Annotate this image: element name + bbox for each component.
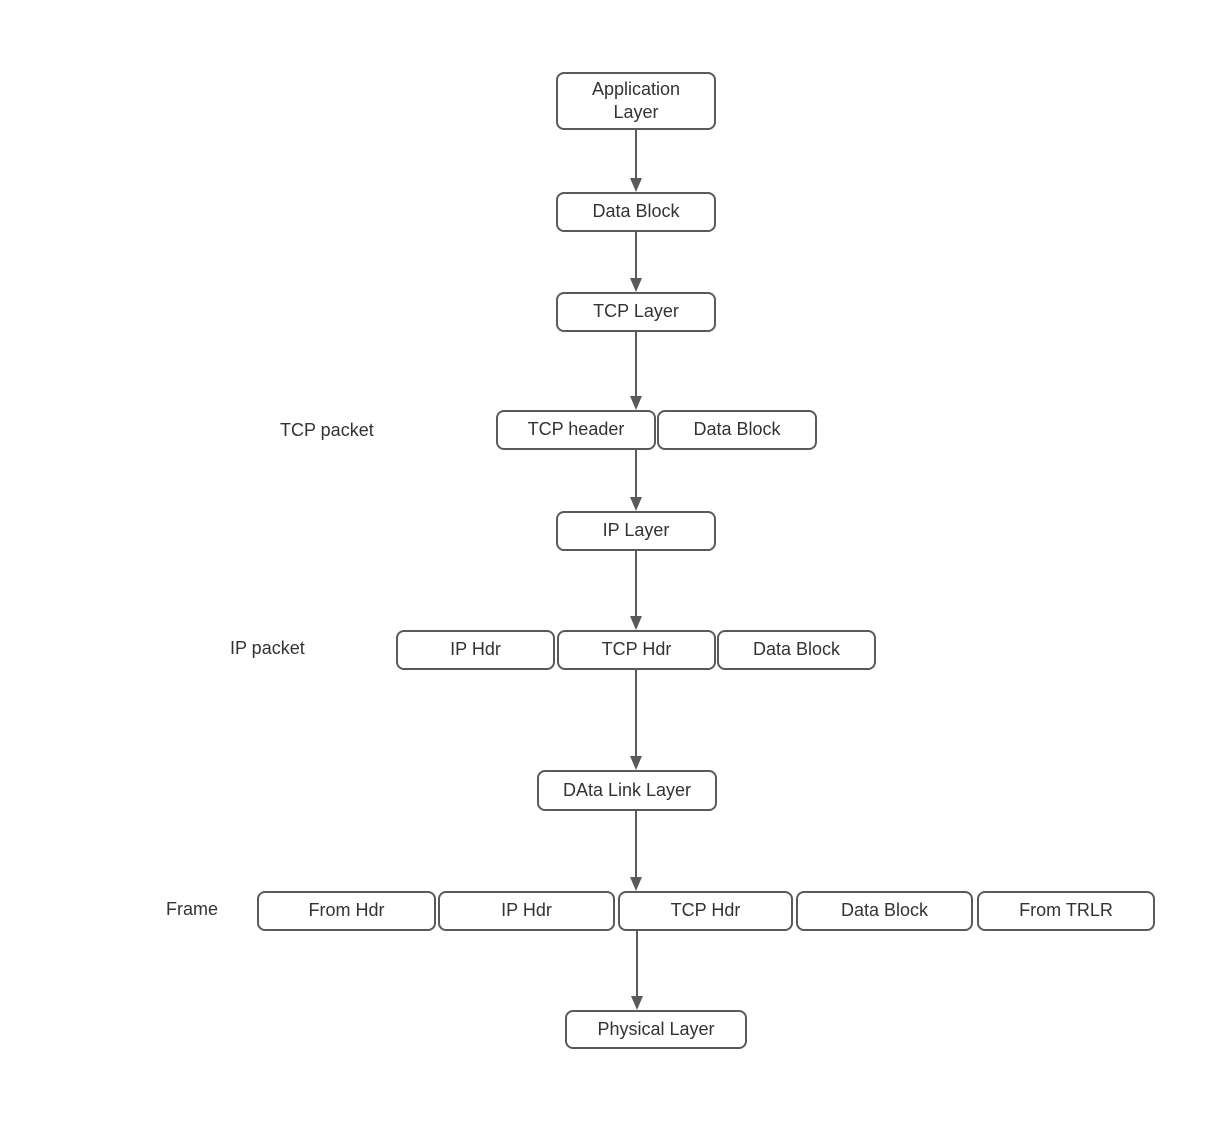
arrow-iplayer-to-ippacket-icon	[630, 551, 642, 630]
node-ip-packet-ip-hdr-label: IP Hdr	[450, 639, 501, 660]
node-data-block-top-label: Data Block	[592, 201, 680, 222]
node-frame-from-trlr	[977, 891, 1155, 931]
arrow-tcplayer-to-tcppacket-icon	[630, 332, 642, 410]
node-application-layer-label: Application Layer	[591, 78, 681, 122]
node-frame-from-hdr-label: From Hdr	[308, 900, 385, 921]
node-tcp-layer	[556, 292, 716, 332]
node-ip-layer-label: IP Layer	[602, 520, 670, 541]
node-data-link-layer-label: DAta Link Layer	[562, 779, 692, 800]
node-physical-layer	[565, 1010, 747, 1049]
node-data-link-layer	[537, 770, 717, 811]
node-ip-layer	[556, 511, 716, 551]
node-application-layer	[556, 72, 716, 130]
node-physical-layer-label: Physical Layer	[597, 1018, 715, 1039]
node-frame-tcp-hdr-label: TCP Hdr	[670, 900, 741, 921]
node-tcp-header	[496, 410, 656, 450]
row-label-frame: Frame	[166, 899, 219, 919]
arrow-tcppacket-to-iplayer-icon	[630, 450, 642, 511]
node-ip-packet-data-block-label: Data Block	[752, 639, 841, 660]
row-label-tcp-packet: TCP packet	[280, 420, 374, 440]
node-frame-data-block	[796, 891, 973, 931]
row-label-ip-packet: IP packet	[230, 638, 305, 658]
arrow-application-to-datablock-icon	[630, 130, 642, 192]
node-tcp-layer-label: TCP Layer	[593, 301, 679, 322]
node-tcp-packet-data-block-label: Data Block	[693, 419, 781, 440]
node-frame-tcp-hdr	[618, 891, 793, 931]
node-frame-from-hdr	[257, 891, 436, 931]
node-ip-packet-tcp-hdr-label: TCP Hdr	[601, 639, 672, 660]
node-frame-ip-hdr	[438, 891, 615, 931]
arrow-frame-to-physical-icon	[631, 931, 643, 1010]
arrow-ippacket-to-datalink-icon	[630, 670, 642, 770]
node-tcp-packet-data-block	[657, 410, 817, 450]
arrow-datalink-to-frame-icon	[630, 811, 642, 891]
node-ip-packet-data-block	[717, 630, 876, 670]
node-frame-data-block-label: Data Block	[840, 900, 929, 921]
node-ip-packet-tcp-hdr	[557, 630, 716, 670]
node-frame-ip-hdr-label: IP Hdr	[501, 900, 552, 921]
node-tcp-header-label: TCP header	[527, 419, 625, 440]
node-data-block-top	[556, 192, 716, 232]
arrow-datablock-to-tcplayer-icon	[630, 232, 642, 292]
node-frame-from-trlr-label: From TRLR	[1019, 900, 1113, 921]
node-ip-packet-ip-hdr	[396, 630, 555, 670]
